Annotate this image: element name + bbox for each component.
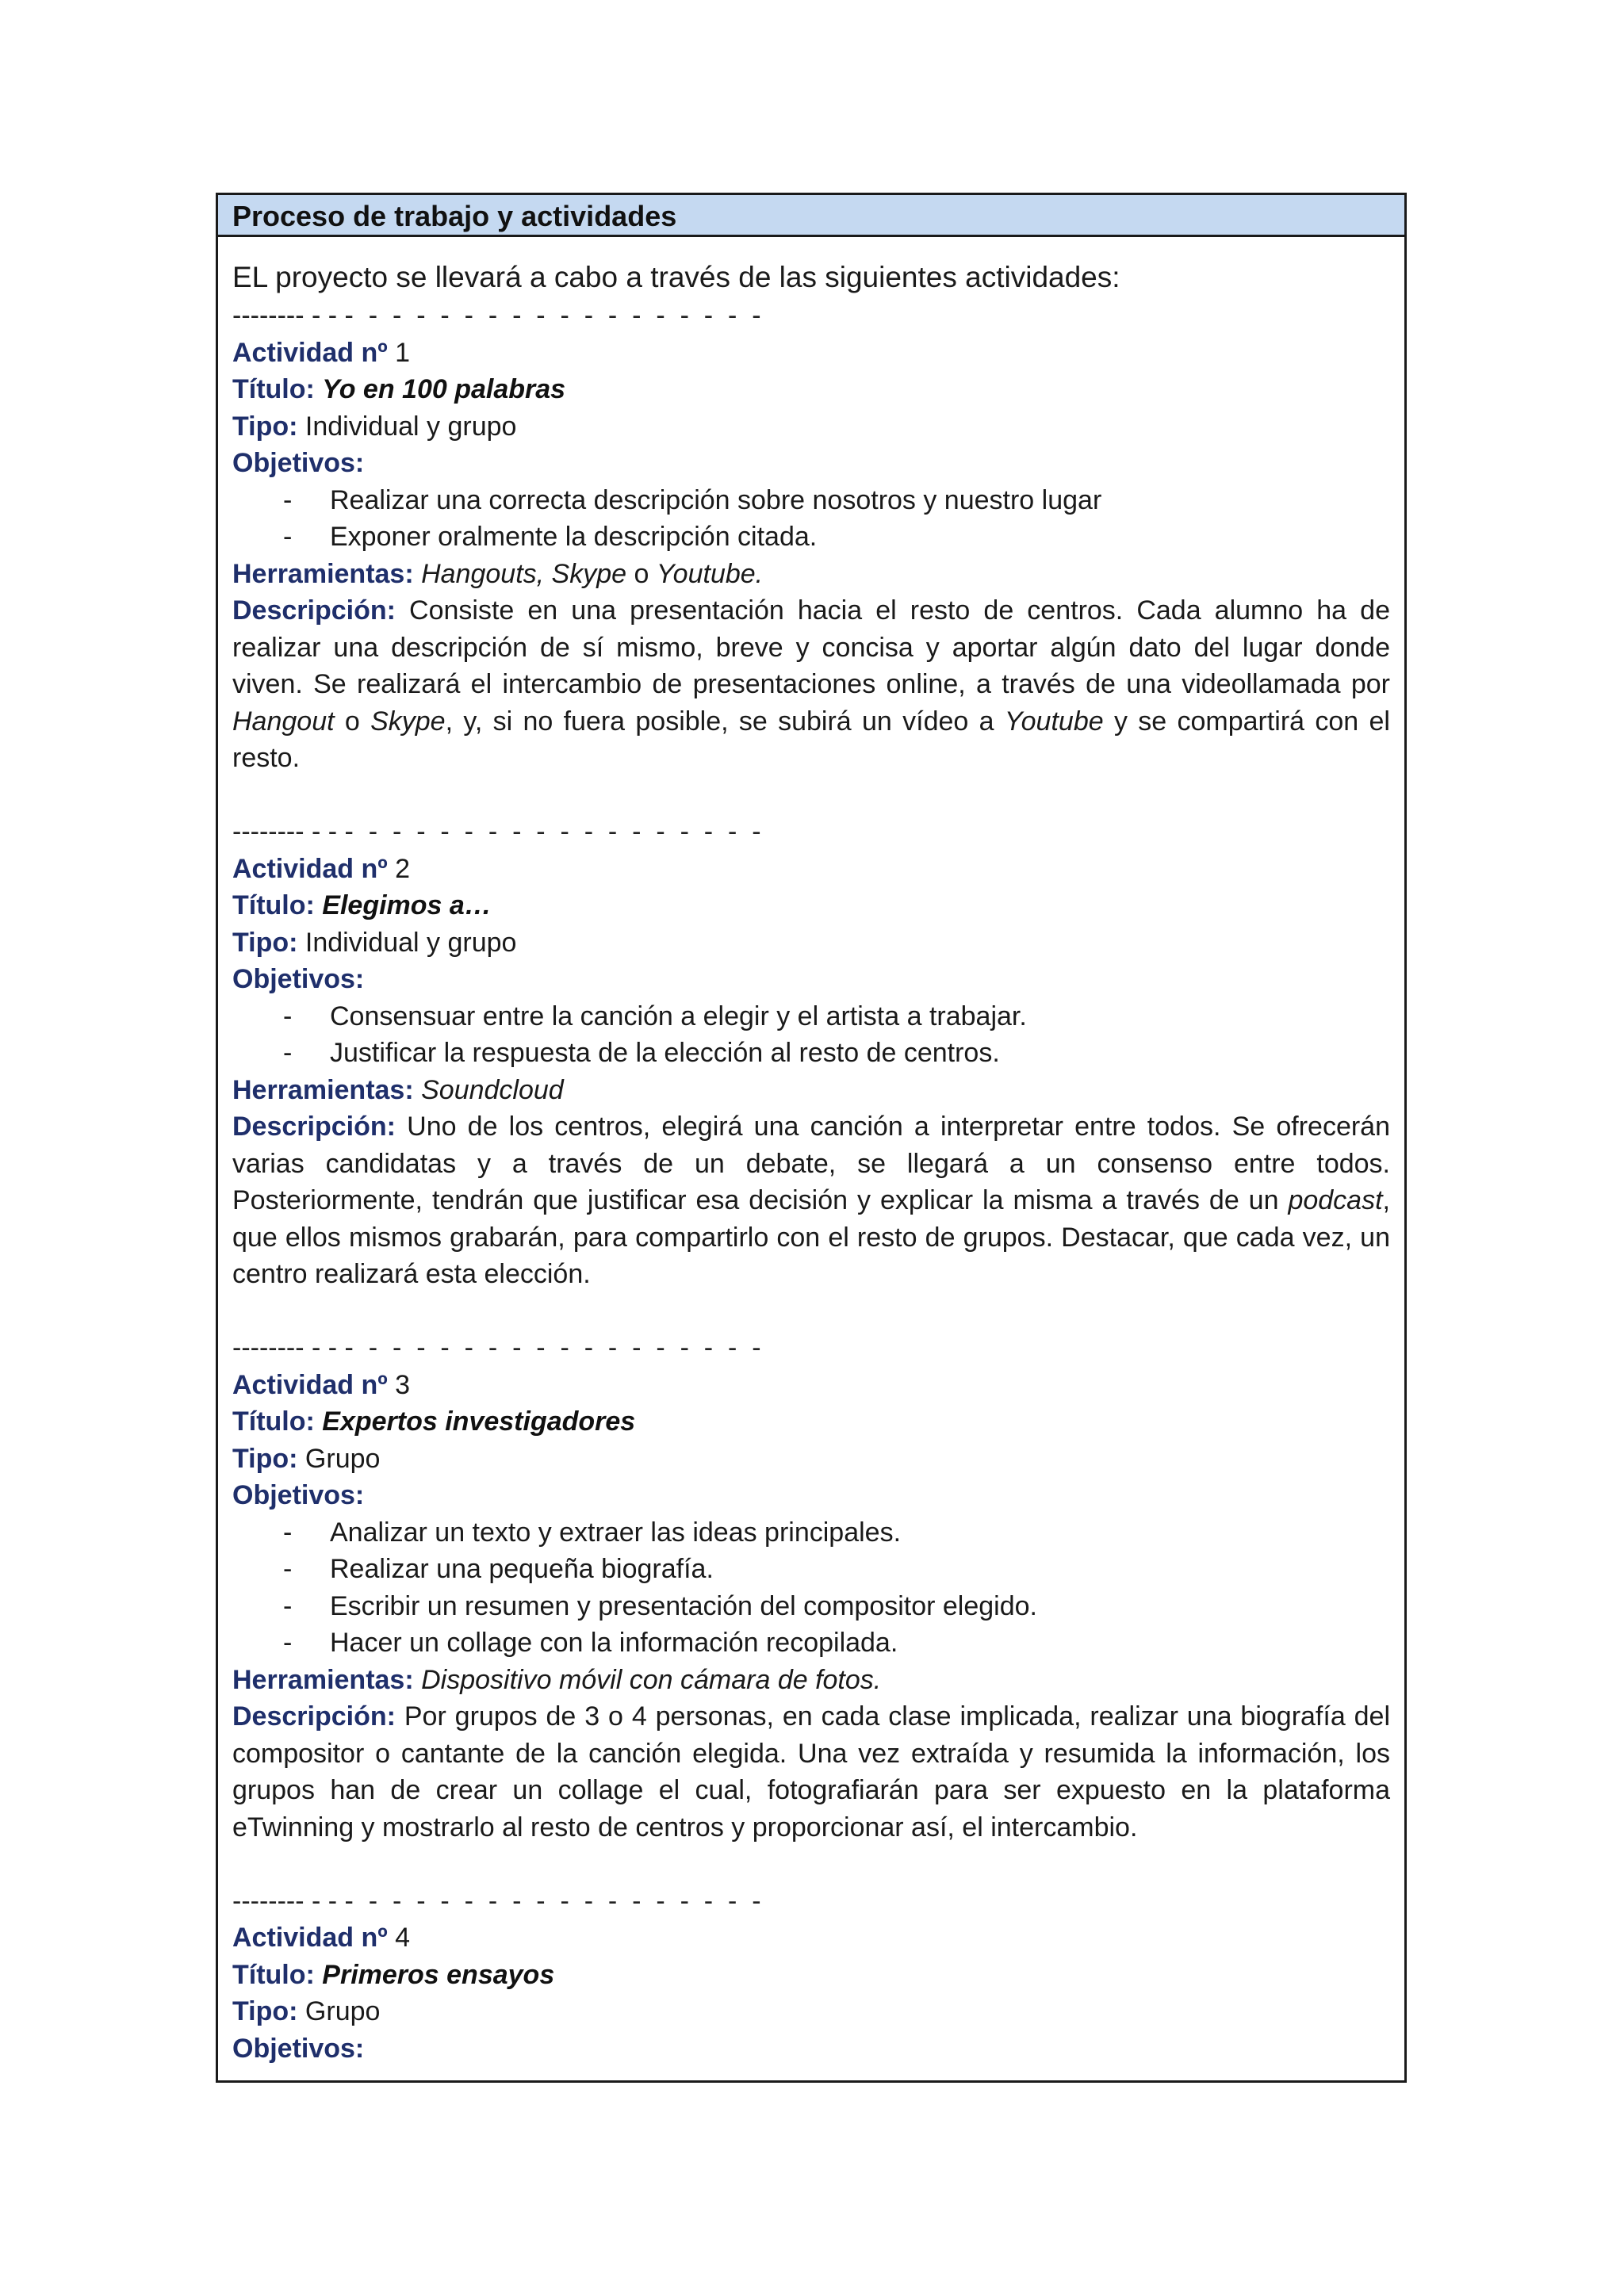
activity-title: [232, 371, 1390, 408]
type-value: Individual y grupo: [304, 411, 517, 442]
objective-item: - Analizar un texto y extraer las ideas principales.: [232, 1514, 1390, 1552]
activity-4: [232, 1919, 1390, 2067]
description-italic: Skype: [370, 706, 446, 737]
activity-num-value: 3: [395, 1369, 411, 1400]
tools-label: Herramientas:: [232, 558, 414, 589]
table-body: [218, 237, 1404, 2067]
activity-label: Actividad nº: [232, 337, 388, 368]
activity-type: [232, 924, 1390, 962]
description-label: Descripción:: [232, 1701, 396, 1732]
spacer: [232, 1293, 1390, 1330]
activity-num-value: 4: [395, 1923, 411, 1953]
description-text: Uno de los centros, elegirá una canción a interpretar entre todos. Se ofrecerán varias candidatas y a través de un debate, se llegará a un consenso entre todos. Posteriormente, tendrán que justificar esa decisión y explicar la misma a través de un: [232, 1112, 1390, 1215]
activity-number: [232, 851, 1390, 888]
tools-value-2: Youtube.: [656, 558, 764, 589]
activity-title: [232, 1957, 1390, 1994]
objectives-label: Objetivos:: [232, 964, 365, 994]
description-label: Descripción:: [232, 1112, 396, 1142]
objectives-label: Objetivos:: [232, 1480, 365, 1510]
objectives-list: [232, 482, 1390, 556]
objective-item: - Justificar la respuesta de la elección al resto de centros.: [232, 1035, 1390, 1072]
title-value: Yo en 100 palabras: [322, 374, 566, 404]
tools-value: Soundcloud: [421, 1074, 564, 1105]
activity-num-value: 1: [395, 337, 411, 368]
activity-description: [232, 1108, 1390, 1293]
description-text: , que ellos mismos grabarán, para compartirlo con el resto de grupos. Destacar, que cada vez, un centro realizará esta elección.: [232, 1185, 1390, 1289]
description-text: Consiste en una presentación hacia el resto de centros. Cada alumno ha de realizar una descripción de sí mismo, breve y concisa y aportar algún dato del lugar donde viven. Se realizará el intercambio de presentaciones online, a través de una videollamada por: [232, 595, 1390, 699]
description-text: Por grupos de 3 o 4 personas, en cada clase implicada, realizar una biografía del compositor o cantante de la canción elegida. Una vez extraída y resumida la información, los grupos han de crear un collage el cual, fotografiarán para ser expuesto en la plataforma eTwinning y mostrarlo al resto de centros y proporcionar así, el intercambio.: [232, 1701, 1390, 1843]
objective-item: - Exponer oralmente la descripción citada.: [232, 519, 1390, 556]
type-value: Grupo: [304, 1443, 381, 1474]
activity-label: Actividad nº: [232, 853, 388, 884]
objectives-label: Objetivos:: [232, 448, 365, 478]
description-text: , y, si no fuera posible, se subirá un vídeo a: [445, 706, 994, 737]
tools-value: Dispositivo móvil con cámara de fotos.: [421, 1664, 882, 1695]
objective-item: - Realizar una correcta descripción sobre nosotros y nuestro lugar: [232, 482, 1390, 519]
activity-type: [232, 1441, 1390, 1478]
activity-tools: [232, 1072, 1390, 1109]
objective-item: - Hacer un collage con la información recopilada.: [232, 1624, 1390, 1662]
title-value: Elegimos a…: [322, 890, 492, 920]
separator-line: -------- - - - - - - - - - - - - - - - - - - - -: [232, 1333, 761, 1363]
activity-label: Actividad nº: [232, 1923, 388, 1953]
activity-num-value: 2: [395, 853, 411, 884]
type-label: Tipo:: [232, 1996, 298, 2026]
activity-description: [232, 592, 1390, 777]
title-label: Título:: [232, 890, 315, 920]
activity-description: [232, 1698, 1390, 1846]
description-text: o: [344, 706, 360, 737]
title-value: Expertos investigadores: [322, 1406, 636, 1437]
description-label: Descripción:: [232, 595, 396, 626]
activity-1: [232, 335, 1390, 777]
type-label: Tipo:: [232, 1443, 298, 1474]
description-italic: Hangout: [232, 706, 335, 737]
activity-number: [232, 1919, 1390, 1957]
objectives-label: Objetivos:: [232, 2033, 365, 2064]
tools-label: Herramientas:: [232, 1074, 414, 1105]
objective-item: - Consensuar entre la canción a elegir y el artista a trabajar.: [232, 998, 1390, 1035]
activity-tools: [232, 1662, 1390, 1699]
activity-3: [232, 1367, 1390, 1846]
activity-2: [232, 851, 1390, 1293]
activity-type: [232, 408, 1390, 446]
activity-type: [232, 1993, 1390, 2030]
title-label: Título:: [232, 1959, 315, 1990]
tools-value: Hangouts, Skype: [421, 558, 627, 589]
type-label: Tipo:: [232, 411, 298, 442]
separator-line: -------- - - - - - - - - - - - - - - - - - - - -: [232, 300, 761, 331]
type-label: Tipo:: [232, 927, 298, 958]
type-value: Grupo: [304, 1996, 381, 2026]
type-value: Individual y grupo: [304, 927, 517, 958]
activity-label: Actividad nº: [232, 1369, 388, 1400]
activity-number: [232, 335, 1390, 372]
objectives-list: [232, 1514, 1390, 1662]
activity-title: [232, 887, 1390, 924]
activity-title: [232, 1403, 1390, 1441]
title-value: Primeros ensayos: [322, 1959, 555, 1990]
intro-text: EL proyecto se llevará a cabo a través de las siguientes actividades:: [232, 261, 1120, 293]
description-italic: Youtube: [1004, 706, 1104, 737]
title-label: Título:: [232, 374, 315, 404]
activities-table: [216, 193, 1407, 2083]
table-header: Proceso de trabajo y actividades: [218, 195, 1404, 237]
separator-line: -------- - - - - - - - - - - - - - - - - - - - -: [232, 1885, 761, 1916]
spacer: [232, 1846, 1390, 1883]
tools-conj: o: [634, 558, 649, 589]
objective-item: - Realizar una pequeña biografía.: [232, 1551, 1390, 1588]
tools-label: Herramientas:: [232, 1664, 414, 1695]
separator-line: -------- - - - - - - - - - - - - - - - - - - - -: [232, 817, 761, 847]
description-text: y se compartirá con el resto.: [232, 706, 1390, 773]
spacer: [232, 777, 1390, 814]
objectives-list: [232, 998, 1390, 1072]
objective-item: - Escribir un resumen y presentación del compositor elegido.: [232, 1588, 1390, 1625]
activity-tools: [232, 556, 1390, 593]
activity-number: [232, 1367, 1390, 1404]
title-label: Título:: [232, 1406, 315, 1437]
description-italic: podcast: [1288, 1185, 1383, 1215]
